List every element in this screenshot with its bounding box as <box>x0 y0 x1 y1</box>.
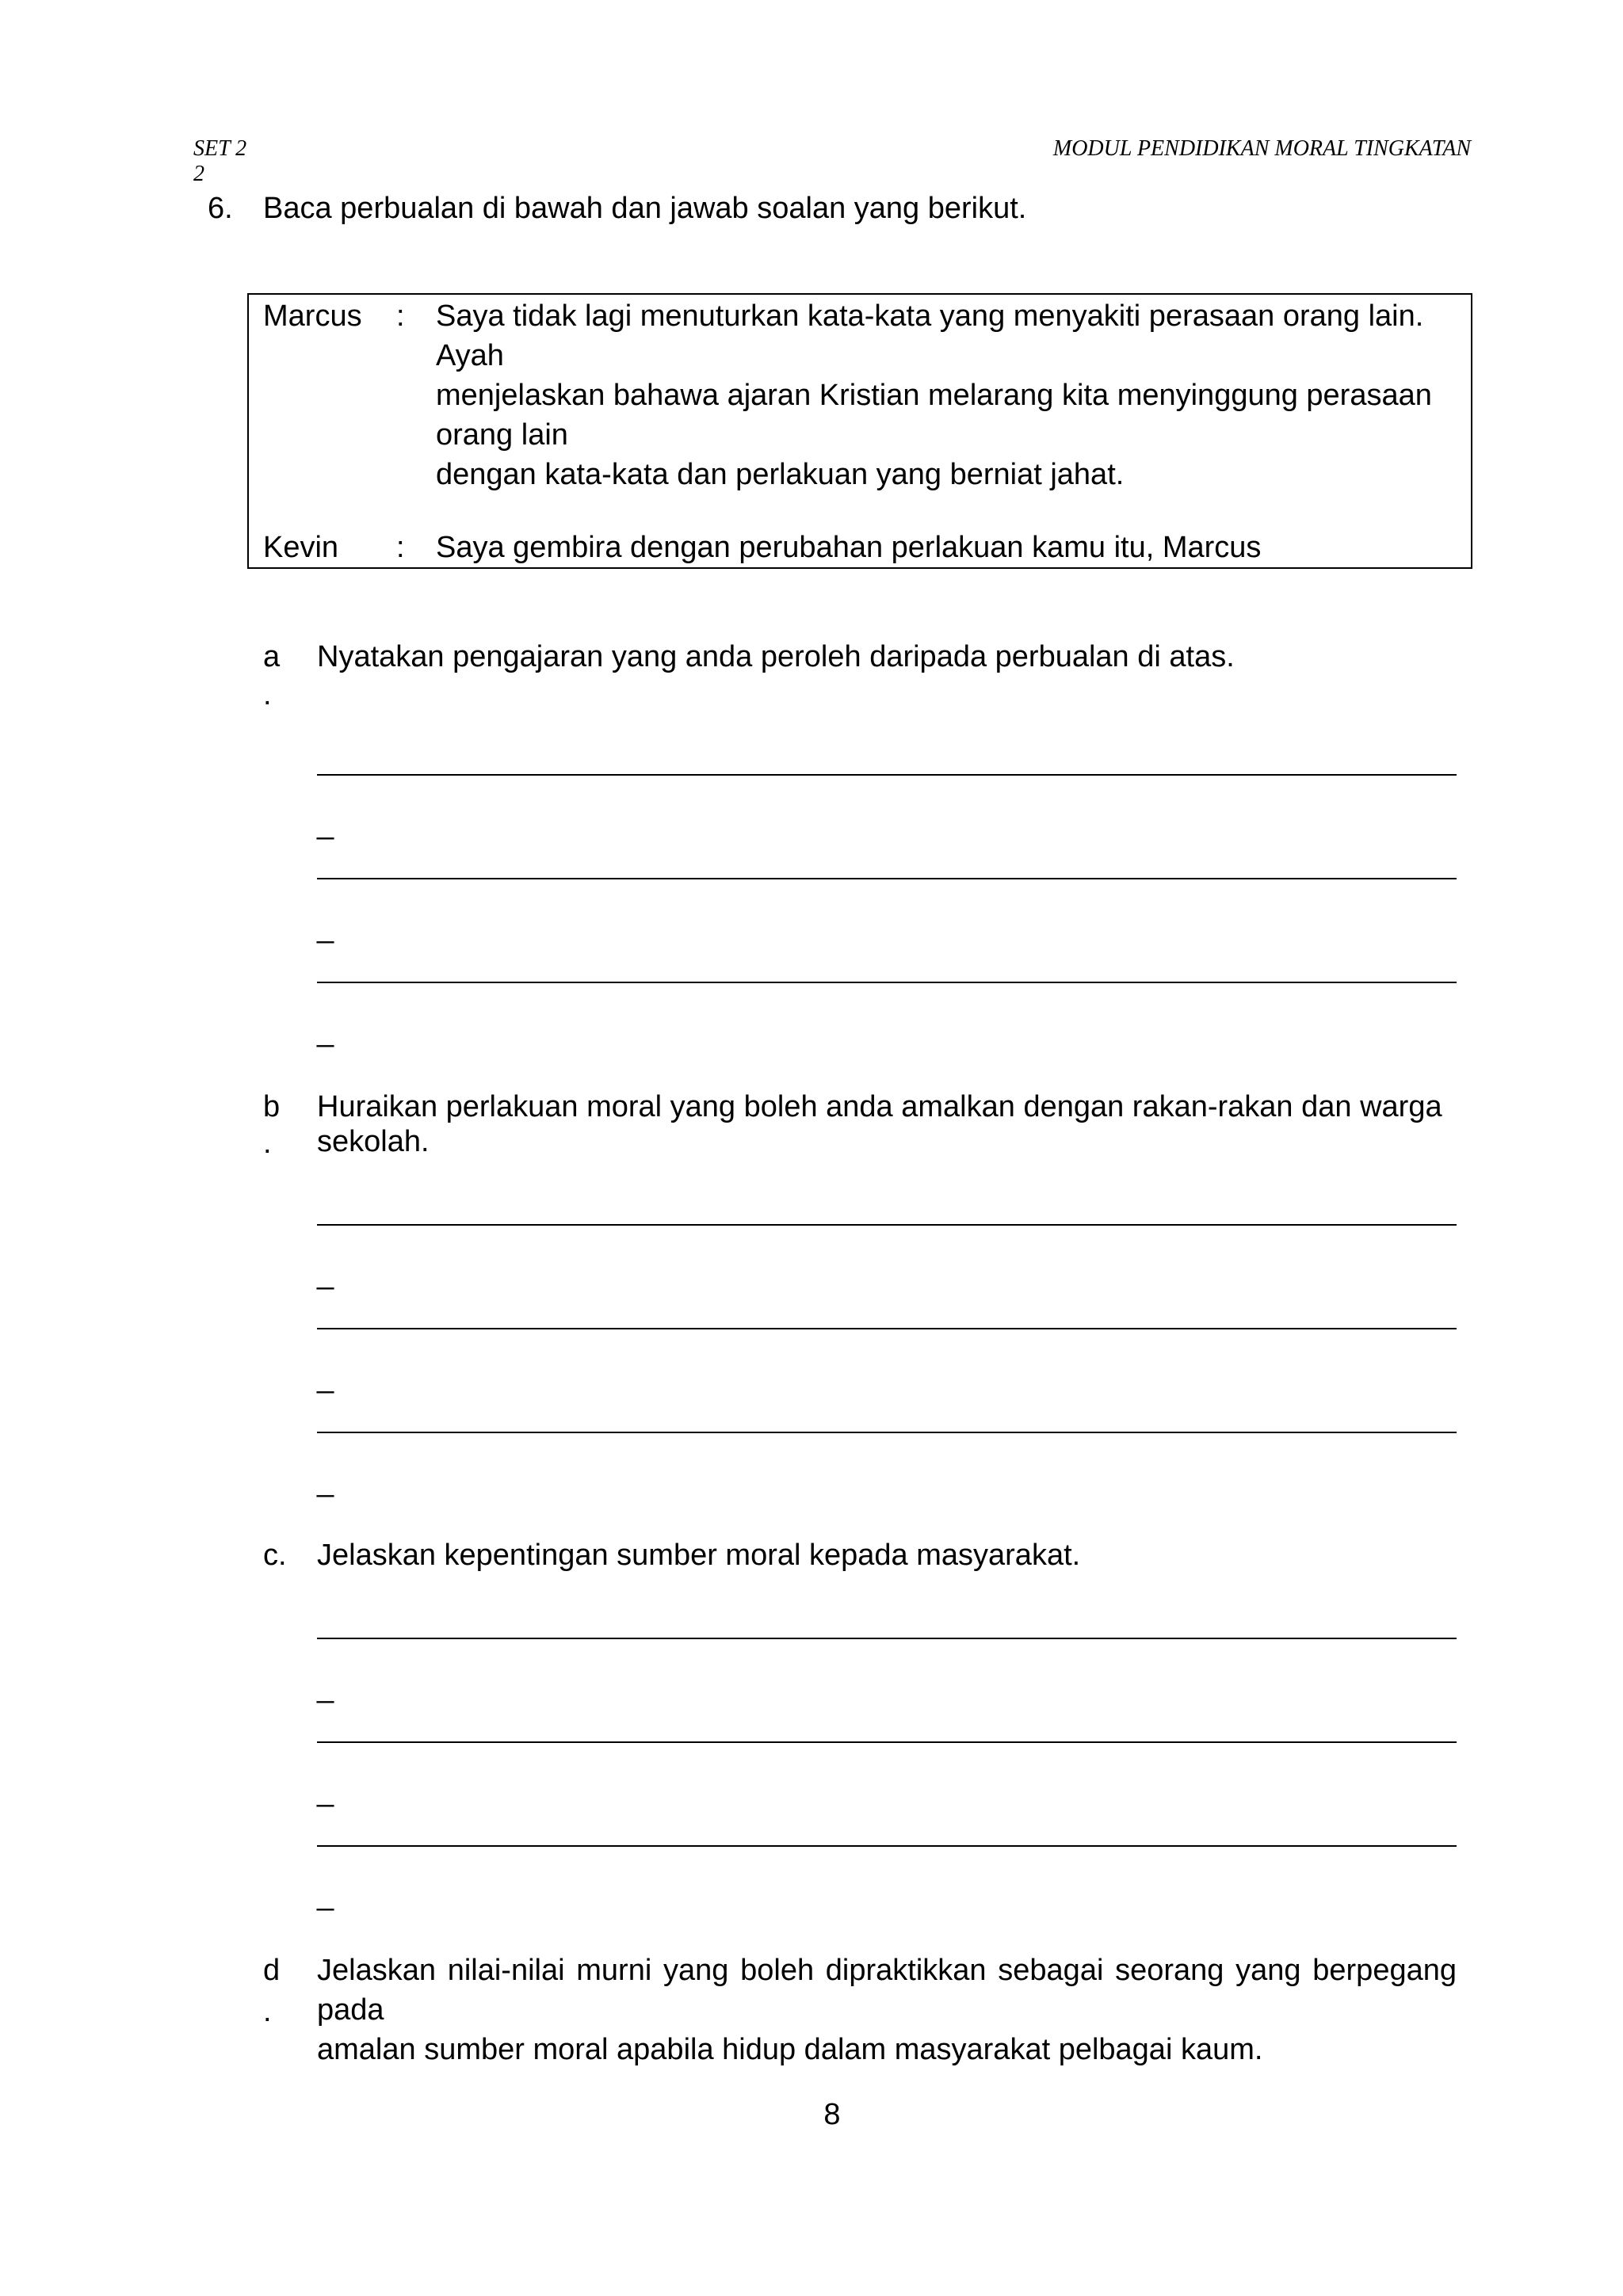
subquestion-b-label: b <box>263 1090 281 1123</box>
dialogue-speaker-marcus: Marcus <box>263 299 362 333</box>
answer-line[interactable] <box>317 1638 1457 1639</box>
dialogue-line: Saya gembira dengan perubahan perlakuan kamu itu, Marcus <box>436 531 1262 564</box>
dialogue-line: Ayah <box>436 339 504 372</box>
answer-dash: _ <box>317 911 334 944</box>
subquestion-c-text: Jelaskan kepentingan sumber moral kepada masyarakat. <box>317 1539 1081 1572</box>
answer-dash: _ <box>317 807 334 841</box>
question-instruction: Baca perbualan di bawah dan jawab soalan yang berikut. <box>263 192 1027 225</box>
header-module-title: MODUL PENDIDIKAN MORAL TINGKATAN <box>1052 136 1471 161</box>
dialogue-line: menjelaskan bahawa ajaran Kristian melarang kita menyinggung perasaan <box>436 379 1432 412</box>
dialogue-line: orang lain <box>436 418 568 452</box>
question-number: 6. <box>208 192 233 225</box>
subquestion-b-text: Huraikan perlakuan moral yang boleh anda amalkan dengan rakan-rakan dan warga <box>317 1090 1442 1123</box>
dialogue-line: Saya tidak lagi menuturkan kata-kata yang menyakiti perasaan orang lain. <box>436 299 1424 333</box>
answer-line[interactable] <box>317 1845 1457 1847</box>
answer-line[interactable] <box>317 1328 1457 1329</box>
answer-dash: _ <box>317 1465 334 1498</box>
answer-dash: _ <box>317 1775 334 1808</box>
dialogue-line: dengan kata-kata dan perlakuan yang berniat jahat. <box>436 458 1125 491</box>
answer-dash: _ <box>317 1015 334 1048</box>
dialogue-colon: : <box>396 531 405 564</box>
subquestion-d-text: amalan sumber moral apabila hidup dalam masyarakat pelbagai kaum. <box>317 2033 1263 2066</box>
subquestion-a-dot: . <box>263 678 272 711</box>
answer-line[interactable] <box>317 774 1457 776</box>
answer-line[interactable] <box>317 1224 1457 1226</box>
answer-line[interactable] <box>317 1741 1457 1743</box>
answer-dash: _ <box>317 1878 334 1912</box>
answer-dash: _ <box>317 1361 334 1394</box>
header-set-label: SET 2 <box>193 136 247 161</box>
answer-line[interactable] <box>317 878 1457 879</box>
subquestion-d-text: Jelaskan nilai-nilai murni yang boleh dipraktikkan sebagai seorang yang berpegang <box>317 1954 1457 1987</box>
subquestion-d-dot: . <box>263 1995 272 2028</box>
answer-line[interactable] <box>317 1432 1457 1433</box>
answer-line[interactable] <box>317 982 1457 983</box>
subquestion-b-text: sekolah. <box>317 1125 430 1158</box>
subquestion-a-label: a <box>263 640 281 673</box>
subquestion-d-text: pada <box>317 1993 384 2027</box>
answer-dash: _ <box>317 1671 334 1704</box>
dialogue-colon: : <box>396 299 405 333</box>
dialogue-speaker-kevin: Kevin <box>263 531 339 564</box>
subquestion-d-label: d <box>263 1954 281 1987</box>
subquestion-b-dot: . <box>263 1127 272 1160</box>
header-set-number: 2 <box>193 162 204 186</box>
subquestion-c-label: c. <box>263 1539 287 1572</box>
subquestion-a-text: Nyatakan pengajaran yang anda peroleh daripada perbualan di atas. <box>317 640 1235 673</box>
answer-dash: _ <box>317 1257 334 1291</box>
page-number: 8 <box>823 2098 841 2131</box>
